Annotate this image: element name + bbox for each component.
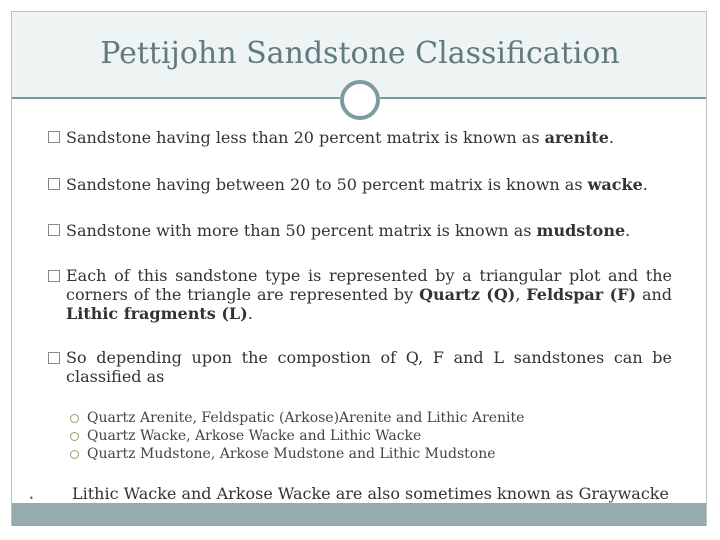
checkbox-bullet-icon [48,270,60,282]
bullet-text: Sandstone having less than 20 percent matrix is known as [66,128,545,147]
footer-note: Lithic Wacke and Arkose Wacke are also sometimes known as Graywacke [72,484,669,503]
sub-item-text: Quartz Arenite, Feldspatic (Arkose)Arenite and Lithic Arenite [87,410,525,426]
sub-item [70,409,524,427]
bullet-text-end: . [625,221,631,240]
bullet-text: Sandstone having between 20 to 50 percent matrix is known as [66,175,588,194]
sub-item-text: Quartz Wacke, Arkose Wacke and Lithic Wacke [87,428,422,444]
checkbox-bullet-icon [48,178,60,190]
footer-bullet-marker: • [29,494,34,503]
separator: , [515,285,527,304]
bullet-text: Each of this sandstone type is represented by a triangular plot and the corners of the triangle are represented by [66,266,672,304]
sub-item-text: Quartz Mudstone, Arkose Mudstone and Lithic Mudstone [87,446,496,462]
bullet-text-end: . [247,304,253,323]
separator: and [636,285,673,304]
bullet-wacke [66,175,672,194]
term-lithic: Lithic fragments (L) [66,304,248,323]
term-feldspar: Feldspar (F) [526,285,637,304]
circle-bullet-icon [70,432,79,441]
bullet-triangular-plot [66,266,672,323]
checkbox-bullet-icon [48,352,60,364]
bullet-text-end: . [642,175,648,194]
sub-item [70,427,421,445]
title-divider-left [12,97,340,99]
bullet-text-end: . [608,128,614,147]
circle-bullet-icon [70,414,79,423]
bullet-classification: So depending upon the compostion of Q, F and L sandstones can be classified as [66,348,672,386]
title-divider-right [380,97,706,99]
checkbox-bullet-icon [48,224,60,236]
checkbox-bullet-icon [48,131,60,143]
bullet-mudstone [66,221,672,240]
term-mudstone: mudstone [536,221,626,240]
slide-title: Pettijohn Sandstone Classification [100,36,620,71]
ring-ornament-icon [340,80,380,120]
sub-item [70,445,496,463]
bottom-band [12,503,706,526]
term-wacke: wacke [587,175,643,194]
bullet-text: Sandstone with more than 50 percent matrix is known as [66,221,537,240]
term-arenite: arenite [544,128,609,147]
term-quartz: Quartz (Q) [419,285,516,304]
bullet-arenite [66,128,672,147]
circle-bullet-icon [70,450,79,459]
